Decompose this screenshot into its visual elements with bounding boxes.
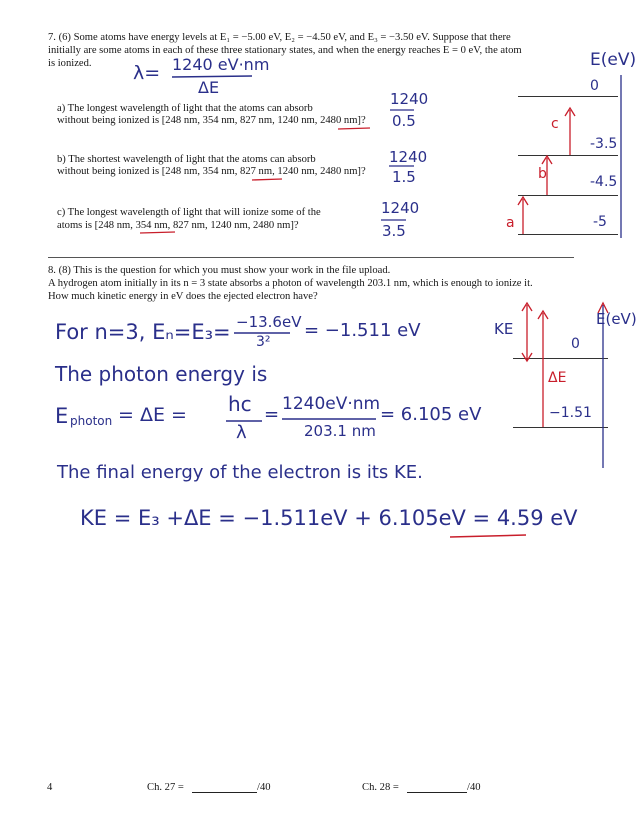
hw-work-line3-eq: = ΔE = xyxy=(118,404,187,426)
ch28-total: /40 xyxy=(467,782,481,793)
ch27-total: /40 xyxy=(257,782,271,793)
q7b-line1: b) The shortest wavelength of light that the atoms can absorb xyxy=(57,154,316,165)
q8-line2: A hydrogen atom initially in its n = 3 state absorbs a photon of wavelength 203.1 nm, which is enough to ionize it. xyxy=(48,278,533,289)
hw-work-line3-eq2: = xyxy=(264,404,280,425)
ch28-label: Ch. 28 = xyxy=(362,782,399,793)
q7-heading: 7. (6) Some atoms have energy levels at E₁ = −5.00 eV, E₂ = −4.50 eV, and E₃ = −3.50 eV. Suppose that there xyxy=(48,32,511,43)
hw-level-0: 0 xyxy=(590,78,599,94)
ch27-label: Ch. 27 = xyxy=(147,782,184,793)
hw-arrow-b-label: b xyxy=(538,166,547,182)
q7-heading-2: initially are some atoms in each of these three stationary states, and when the energy reaches E = 0 eV, the atom xyxy=(48,45,522,56)
hw-work-line3-den: 203.1 nm xyxy=(304,422,376,440)
hw-work-line1-result: = −1.511 eV xyxy=(304,320,421,341)
hw-work-line3-result: = 6.105 eV xyxy=(380,404,482,425)
hw-a-den: 0.5 xyxy=(392,112,416,130)
hw-work-line5: KE = E₃ +ΔE = −1.511eV + 6.105eV = 4.59 eV xyxy=(80,506,578,530)
q7-heading-3: is ionized. xyxy=(48,58,92,69)
hw-work-line3-num: 1240eV·nm xyxy=(282,394,381,414)
q7a-line2: without being ionized is [248 nm, 354 nm, 827 nm, 1240 nm, 2480 nm]? xyxy=(57,115,366,126)
hw-work-line3-lambda: λ xyxy=(236,422,247,443)
hw-work-line2: The photon energy is xyxy=(55,362,268,386)
hw-d-zero: 0 xyxy=(571,336,580,352)
hw-work-line3-sub: photon xyxy=(70,414,113,428)
q7a-line1: a) The longest wavelength of light that the atoms can absorb xyxy=(57,103,313,114)
q7c-line2: atoms is [248 nm, 354 nm, 827 nm, 1240 nm, 2480 nm]? xyxy=(57,220,299,231)
hw-d-ke: KE xyxy=(494,320,514,338)
hw-work-line4: The final energy of the electron is its KE. xyxy=(57,462,423,483)
hw-b-num: 1240 xyxy=(389,148,428,166)
page-number: 4 xyxy=(47,782,53,793)
hw-b-den: 1.5 xyxy=(392,168,416,186)
hw-work-line1-num: −13.6eV xyxy=(236,313,302,331)
hw-c-num: 1240 xyxy=(381,199,420,217)
hw-level-35: -3.5 xyxy=(590,136,618,152)
hw-work-line3-hc: hc xyxy=(228,392,252,416)
hw-formula-num: 1240 eV·nm xyxy=(172,55,270,74)
hw-axis-label: E(eV) xyxy=(590,50,637,70)
q7c-line1: c) The longest wavelength of light that will ionize some of the xyxy=(57,207,321,218)
hw-a-num: 1240 xyxy=(390,90,429,108)
hw-arrow-a-label: a xyxy=(506,215,515,231)
hw-formula-den: ΔE xyxy=(198,78,220,97)
q7b-line2: without being ionized is [248 nm, 354 nm, 827 nm, 1240 nm, 2480 nm]? xyxy=(57,166,366,177)
hw-d-level: −1.51 xyxy=(549,405,592,421)
hw-d-de: ΔE xyxy=(548,370,567,386)
hw-arrow-c-label: c xyxy=(551,116,559,132)
hw-work-line1: For n=3, Eₙ=E₃= xyxy=(55,320,231,344)
q8-line1: 8. (8) This is the question for which you must show your work in the file upload. xyxy=(48,265,391,276)
hw-level-5: -5 xyxy=(593,214,607,230)
hw-work-line1-den: 3² xyxy=(256,334,271,350)
hw-d-ev: E(eV) xyxy=(596,310,637,328)
hw-level-45: -4.5 xyxy=(590,174,618,190)
hw-lambda: λ= xyxy=(133,62,161,84)
hw-c-den: 3.5 xyxy=(382,222,406,240)
q8-line3: How much kinetic energy in eV does the ejected electron have? xyxy=(48,291,318,302)
hw-work-line3-e: E xyxy=(55,404,69,428)
